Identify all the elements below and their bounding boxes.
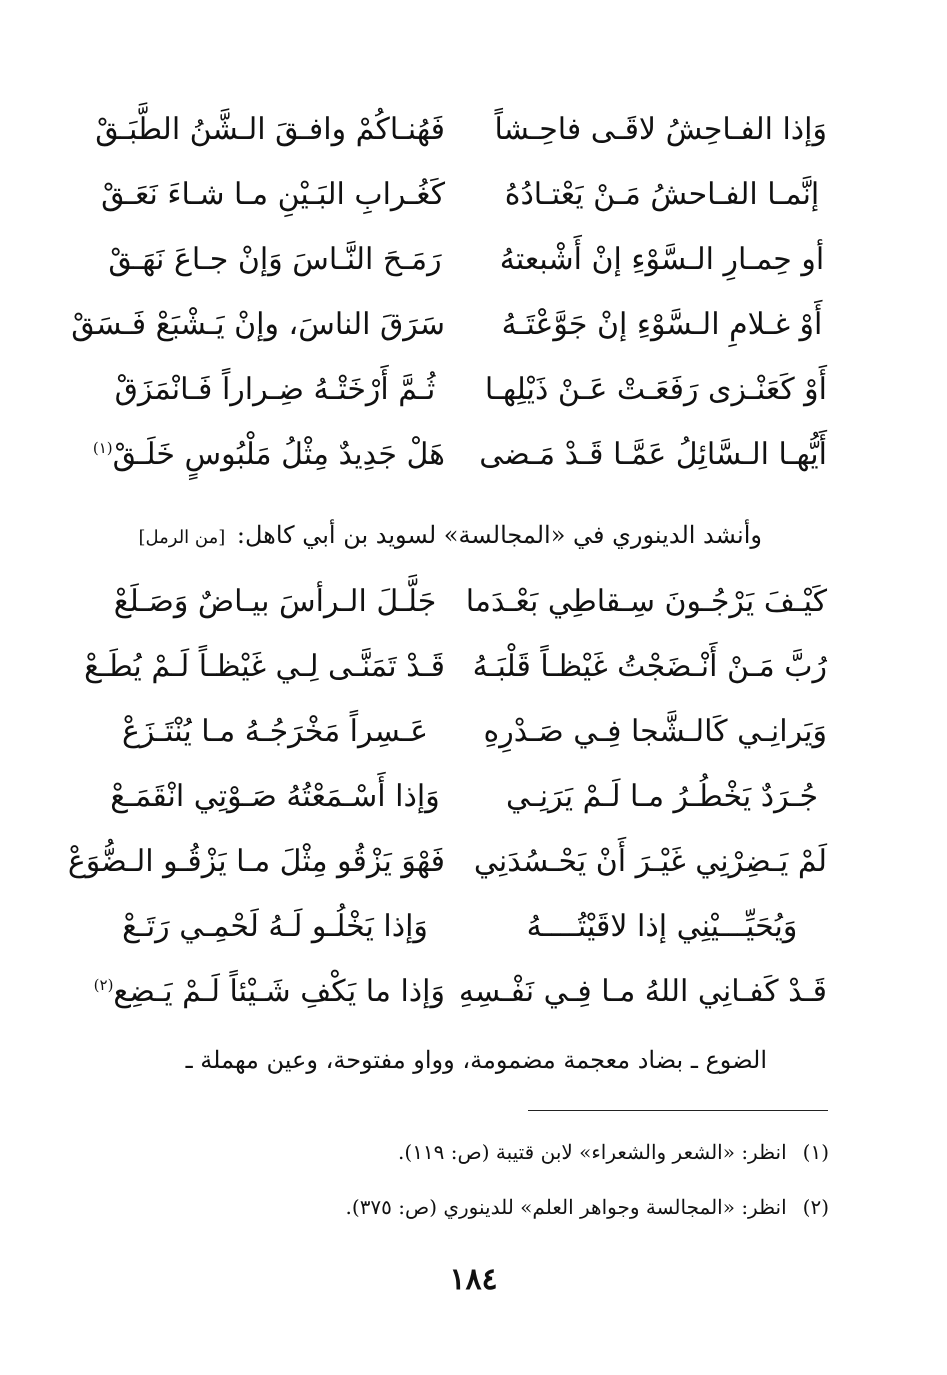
- footnote-number: (٢): [802, 1195, 829, 1219]
- hemistich-text: هَلْ جَدِيدٌ مِثْلُ مَلْبُوسٍ خَلَـقْ: [112, 437, 445, 472]
- verse-first-hemistich: وَيَرانِـي كَالـشَّجا فِـي صَـدْرِهِ: [483, 714, 827, 749]
- hemistich-text: كَغُـرابِ البَـيْنِ مـا شـاءَ نَعَـقْ: [101, 177, 445, 212]
- footnote-text: انظر: «المجالسة وجواهر العلم» للدينوري (ص: ٣٧٥).: [345, 1195, 787, 1219]
- verse-second-hemistich: [105, 572, 445, 632]
- verse-first-hemistich: أَيُّهـا الـسَّائِلُ عَمَّـا قَـدْ مَـضى: [479, 437, 827, 472]
- verse-line: [0, 360, 947, 420]
- verse-line: [0, 962, 947, 1022]
- verse-second-hemistich: [67, 832, 445, 892]
- verse-line: [0, 295, 947, 355]
- hemistich-text: سَرَقَ الناسَ، وإنْ يَـشْبَعْ فَـسَقْ: [71, 307, 445, 342]
- hemistich-text: جَلَّـلَ الـرأسَ بيـاضٌ وَصَـلَعْ: [113, 584, 437, 619]
- verse-line: [0, 767, 947, 827]
- verse-first-hemistich: جُـرَدٌ يَخْطُـرُ مـا لَـمْ يَرَنِـي: [506, 779, 818, 814]
- verse-first-hemistich: كَيْـفَ يَرْجُـونَ سِـقاطِي بَعْـدَما: [465, 584, 827, 619]
- hemistich-text: فَهُنـاكُمْ وافـقَ الـشَّنُ الطَّبَـقْ: [95, 112, 445, 147]
- verse-first-hemistich: إنَّمـا الفـاحشُ مَـنْ يَعْتـادُهُ: [504, 177, 820, 212]
- prose-paragraph: الضوع ـ بضاد معجمة مضمومة، وواو مفتوحة، وعين مهملة ـ: [185, 1046, 767, 1074]
- verse-second-hemistich: [105, 702, 445, 762]
- verse-line: [0, 897, 947, 957]
- verse-line: [0, 637, 947, 697]
- hemistich-text: عَـسِراً مَخْرَجُـهُ مـا يُنْتَـزَعْ: [121, 714, 429, 749]
- verse-line: [0, 100, 947, 160]
- hemistich-text: وَإذا ما يَكْفِ شَـيْئاً لَـمْ يَـضِع: [113, 974, 445, 1009]
- verse-second-hemistich: [105, 897, 445, 957]
- verse-line: [0, 572, 947, 632]
- footnote-divider: [528, 1110, 828, 1111]
- verse-line: [0, 165, 947, 225]
- verse-line: [0, 230, 947, 290]
- verse-second-hemistich: [95, 100, 445, 160]
- verse-first-hemistich: وَإذا الفـاحِشُ لاقَـى فاحِـشاً: [494, 112, 827, 147]
- page-number: ١٨٤: [449, 1262, 498, 1297]
- verse-line: [0, 832, 947, 892]
- intro-text: وأنشد الدينوري في «المجالسة» لسويد بن أبي كاهل:: [236, 521, 762, 549]
- verse-first-hemistich: قَـدْ كَفـانِي اللهُ مـا فِـي نَفْـسِهِ: [458, 974, 827, 1009]
- verse-first-hemistich: أَوْ كَعَنْـزى رَفَعَـتْ عَـنْ ذَيْلِهـا: [484, 372, 827, 407]
- verse-first-hemistich: أو حِمـارِ الـسَّوْءِ إنْ أَشْبعتهُ: [499, 242, 825, 277]
- verse-second-hemistich: [84, 637, 445, 697]
- hemistich-text: وَإذا أَسْـمَعْتُهُ صَـوْتِي انْقَمَـعْ: [110, 779, 440, 814]
- footnote: [398, 1132, 829, 1172]
- footnote-ref-2[interactable]: (٢): [93, 976, 114, 994]
- verse-line: [0, 702, 947, 762]
- verse-line: [0, 425, 947, 485]
- verse-second-hemistich: [105, 230, 445, 290]
- hemistich-text: رَمَـحَ النَّـاسَ وَإنْ جـاعَ نَهَـقْ: [108, 242, 442, 277]
- footnote: [346, 1187, 829, 1227]
- hemistich-text: وَإذا يَخْلُـو لَـهُ لَحْمِـي رَتَـعْ: [122, 909, 428, 944]
- footnote-ref-1[interactable]: (١): [92, 439, 113, 457]
- verse-first-hemistich: لَمْ يَـضِرْنِي غَيْـرَ أَنْ يَحْـسُدَنِي: [473, 844, 827, 879]
- verse-first-hemistich: وَيُحَيِّـــيْنِي إذا لاقَيْتُــــهُ: [526, 909, 798, 944]
- verse-second-hemistich: [71, 295, 445, 355]
- verse-second-hemistich: [93, 962, 445, 1022]
- hemistich-text: ثُـمَّ أَرْخَتْـهُ ضِـراراً فَـانْمَزَقْ: [114, 372, 436, 407]
- hemistich-text: فَهْوَ يَزْقُو مِثْلَ مـا يَزْقُـو الـضُّوَعْ: [67, 844, 445, 879]
- verse-second-hemistich: [105, 360, 445, 420]
- meter-label: [من الرمل]: [138, 527, 226, 548]
- footnote-number: (١): [802, 1140, 829, 1164]
- verse-second-hemistich: [105, 767, 445, 827]
- verse-first-hemistich: أَوْ غـلامِ الـسَّوْءِ إنْ جَوَّعْتَـهُ: [501, 307, 823, 342]
- verse-first-hemistich: رُبَّ مَـنْ أَنْـضَجْتُ غَيْظـاً قَلْبَـهُ: [472, 649, 827, 684]
- verse-second-hemistich: [101, 165, 445, 225]
- verse-intro: [138, 515, 762, 558]
- hemistich-text: قَـدْ تَمَنَّـى لِـي غَيْظـاً لَـمْ يُطَـعْ: [84, 649, 445, 684]
- footnote-text: انظر: «الشعر والشعراء» لابن قتيبة (ص: ١١٩).: [398, 1140, 787, 1164]
- verse-second-hemistich: [92, 425, 445, 485]
